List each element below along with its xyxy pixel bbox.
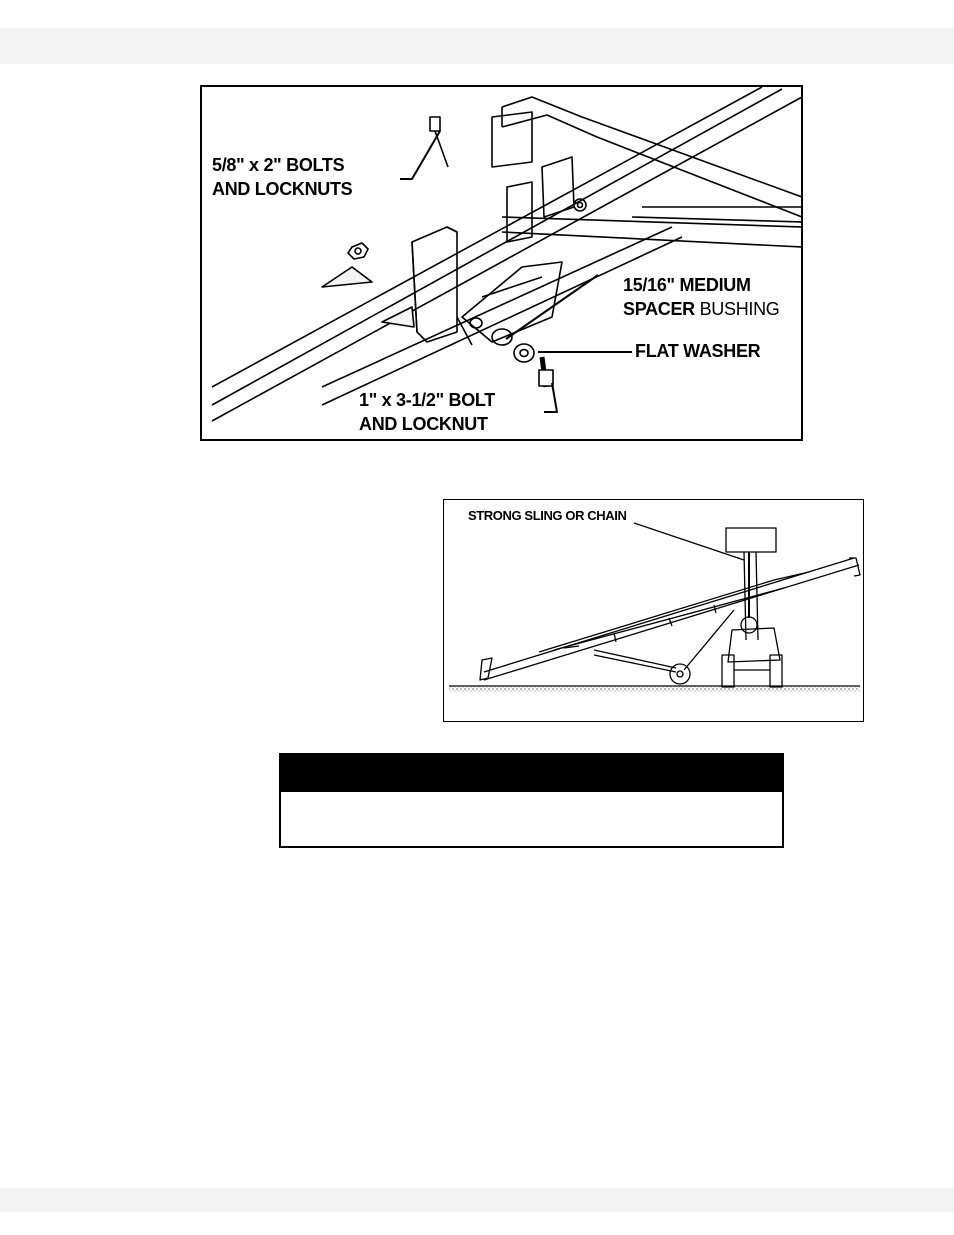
warning-box-header	[281, 755, 782, 792]
bushing-label-line1: 15/16" MEDIUM	[623, 275, 751, 295]
sling-lift-drawing	[444, 500, 864, 722]
washer-label: FLAT WASHER	[635, 341, 761, 361]
bolt-assembly-drawing	[202, 87, 803, 441]
bolts-label-line1: 5/8" x 2" BOLTS	[212, 155, 345, 175]
bolt-label-line2: AND LOCKNUT	[359, 414, 488, 434]
sling-label: STRONG SLING OR CHAIN	[468, 508, 627, 523]
bolt-assembly-figure	[200, 85, 803, 441]
bushing-label-line2	[623, 297, 780, 321]
bushing-label-light: BUSHING	[694, 299, 780, 319]
bolts-label-line2: AND LOCKNUTS	[212, 179, 353, 199]
footer-band	[0, 1188, 954, 1212]
warning-box	[279, 753, 784, 848]
bolt-label-line1: 1" x 3-1/2" BOLT	[359, 390, 495, 410]
bushing-label-bold: SPACER	[623, 299, 695, 319]
sling-lift-figure	[443, 499, 864, 722]
header-band	[0, 28, 954, 64]
